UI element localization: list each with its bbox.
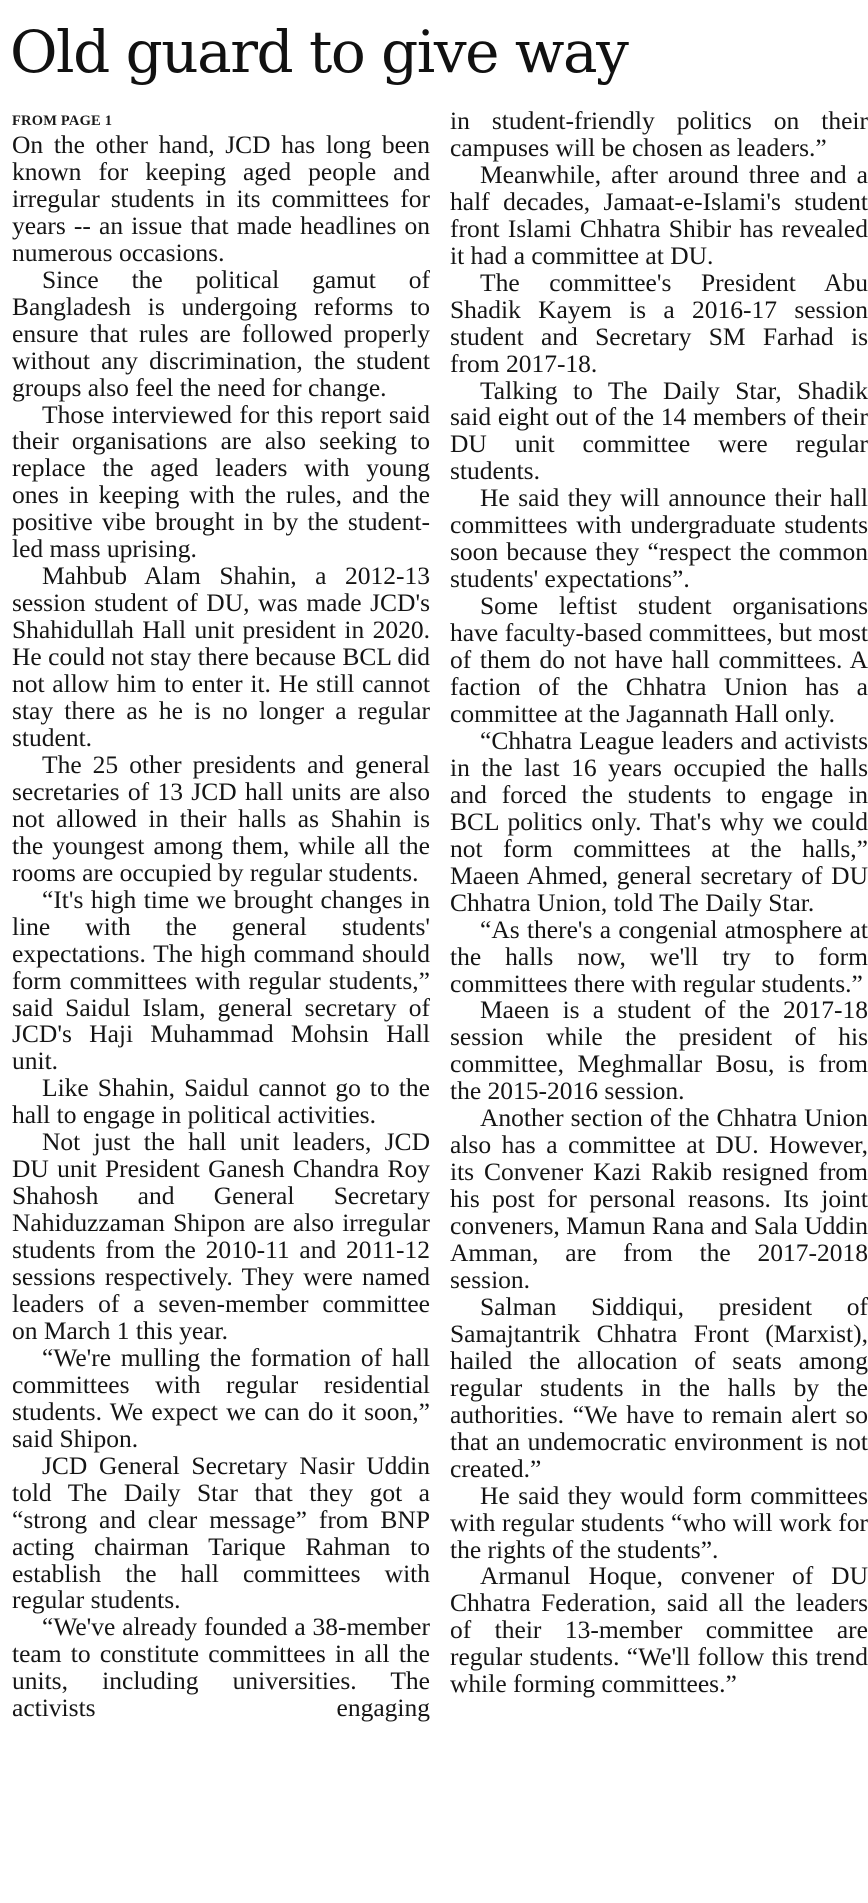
paragraph: Another section of the Chhatra Union also has a committee at DU. However, its Convener Kazi Rakib resigned from his post for personal reasons. Its joint conveners, Mamun Rana and Sala Uddin Amman, are from the 2017-2018 session. <box>450 1103 868 1294</box>
paragraph: He said they will announce their hall committees with undergraduate students soon because they “respect the common students' expectations”. <box>450 483 868 594</box>
paragraph: Mahbub Alam Shahin, a 2012-13 session student of DU, was made JCD's Shahidullah Hall unit president in 2020. He could not stay there because BCL did not allow him to enter it. He still cannot stay there as he is no longer a regular student. <box>12 561 430 752</box>
paragraph: Armanul Hoque, convener of DU Chhatra Federation, said all the leaders of their 13-member committee are regular students. “We'll follow this trend while forming committees.” <box>450 1561 868 1699</box>
article-column-left <box>12 108 430 1722</box>
paragraph: “It's high time we brought changes in line with the general students' expectations. The high command should form committees with regular students,” said Saidul Islam, general secretary of JCD's Haji Muhammad Mohsin Hall unit. <box>12 884 430 1076</box>
paragraph: He said they would form committees with regular students “who will work for the rights of the students”. <box>450 1480 868 1564</box>
paragraph: “As there's a congenial atmosphere at the halls now, we'll try to form committees there with regular students.” <box>450 914 868 998</box>
paragraph: “We're mulling the formation of hall committees with regular residential students. We expect we can do it soon,” said Shipon. <box>12 1342 430 1453</box>
headline: Old guard to give way <box>10 18 628 86</box>
dateline: FROM PAGE 1 <box>12 113 113 129</box>
paragraph: “We've already founded a 38-member team to constitute committees in all the units, including universities. The activists engaging <box>12 1612 430 1723</box>
paragraph: Not just the hall unit leaders, JCD DU unit President Ganesh Chandra Roy Shahosh and General Secretary Nahiduzzaman Shipon are also irregular students from the 2010-11 and 2011-12 sessions respectively. They were named leaders of a seven-member committee on March 1 this year. <box>12 1127 430 1345</box>
paragraph: in student-friendly politics on their campuses will be chosen as leaders.” <box>450 106 868 162</box>
paragraph: Like Shahin, Saidul cannot go to the hall to engage in political activities. <box>12 1073 430 1130</box>
paragraph: The 25 other presidents and general secretaries of 13 JCD hall units are also not allowed in their halls as Shahin is the youngest among them, while all the rooms are occupied by regular students. <box>12 749 430 887</box>
paragraph: The committee's President Abu Shadik Kayem is a 2016-17 session student and Secretary SM Farhad is from 2017-18. <box>450 267 868 378</box>
paragraph: Talking to The Daily Star, Shadik said eight out of the 14 members of their DU unit committee were regular students. <box>450 375 868 486</box>
paragraph: JCD General Secretary Nasir Uddin told The Daily Star that they got a “strong and clear message” from BNP acting chairman Tarique Rahman to establish the hall committees with regular students. <box>12 1450 430 1615</box>
paragraph: Salman Siddiqui, president of Samajtantrik Chhatra Front (Marxist), hailed the allocation of seats among regular students in the halls by the authorities. “We have to remain alert so that an undemocratic environment is not created.” <box>450 1291 868 1483</box>
paragraph: Those interviewed for this report said their organisations are also seeking to replace the aged leaders with young ones in keeping with the rules, and the positive vibe brought in by the student-led mass uprising. <box>12 399 430 564</box>
paragraph: On the other hand, JCD has long been known for keeping aged people and irregular students in its committees for years -- an issue that made headlines on numerous occasions. <box>12 130 430 267</box>
article-column-right <box>450 108 868 1698</box>
paragraph: Some leftist student organisations have faculty-based committees, but most of them do not have hall committees. A faction of the Chhatra Union has a committee at the Jagannath Hall only. <box>450 591 868 728</box>
paragraph: Meanwhile, after around three and a half decades, Jamaat-e-Islami's student front Islami Chhatra Shibir has revealed it had a committee at DU. <box>450 159 868 270</box>
paragraph: Since the political gamut of Bangladesh is undergoing reforms to ensure that rules are followed properly without any discrimination, the student groups also feel the need for change. <box>12 264 430 402</box>
paragraph: “Chhatra League leaders and activists in the last 16 years occupied the halls and forced the students to engage in BCL politics only. That's why we could not form committees at the halls,” Maeen Ahmed, general secretary of DU Chhatra Union, told The Daily Star. <box>450 725 868 917</box>
paragraph: Maeen is a student of the 2017-18 session while the president of his committee, Meghmallar Bosu, is from the 2015-2016 session. <box>450 995 868 1106</box>
